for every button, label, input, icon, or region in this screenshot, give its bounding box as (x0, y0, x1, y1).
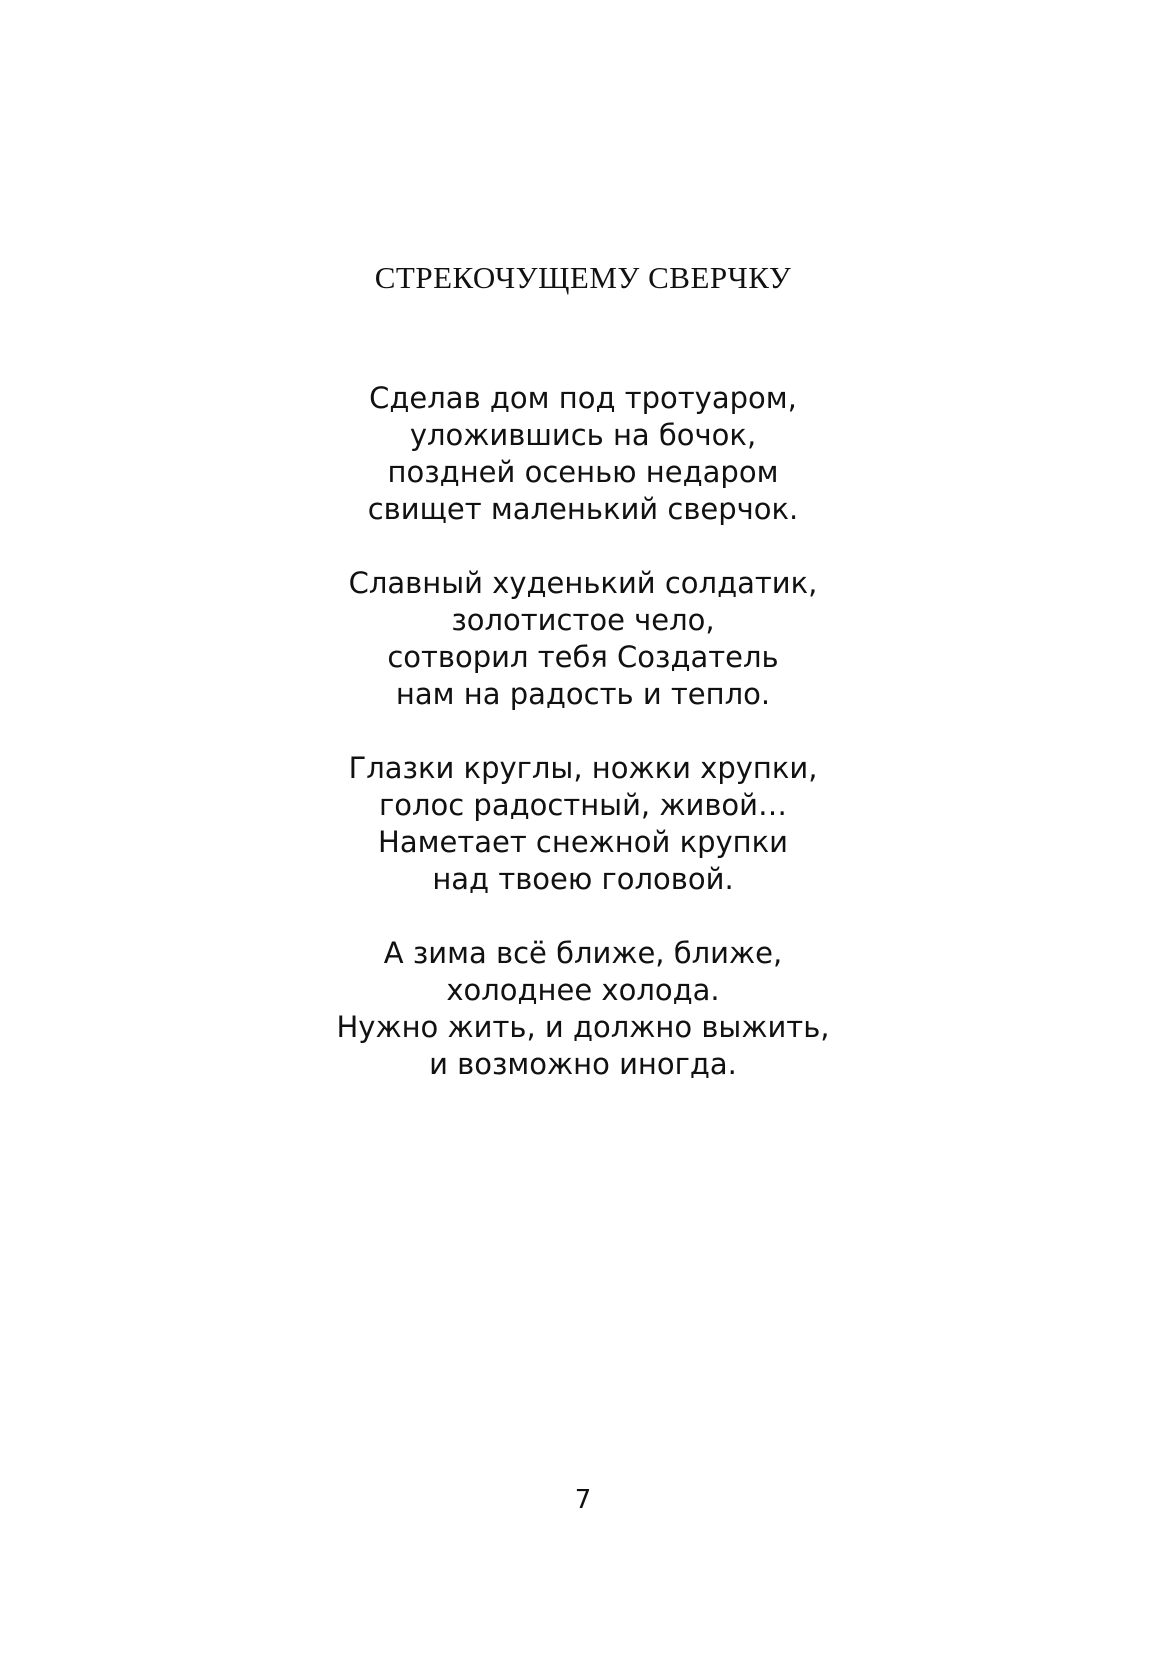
poem-line: уложившись на бочок, (409, 418, 757, 452)
poem-body (0, 380, 1166, 1120)
poem-line: свищет маленький сверчок. (367, 492, 799, 526)
poem-line: голос радостный, живой… (378, 788, 788, 822)
poem-line: поздней осенью недаром (387, 455, 779, 489)
stanza-2 (0, 565, 1166, 713)
poem-line: золотистое чело, (451, 603, 715, 637)
poem-line: нам на радость и тепло. (395, 677, 771, 711)
poem-line: холоднее холода. (446, 973, 720, 1007)
stanza-3 (0, 750, 1166, 898)
poem-line: Славный худенький солдатик, (348, 566, 818, 600)
poem-line: над твоею головой. (432, 862, 734, 896)
poem-line: сотворил тебя Создатель (387, 640, 779, 674)
poem-line: А зима всё ближе, ближе, (383, 936, 783, 970)
poem-line: Сделав дом под тротуаром, (369, 381, 797, 415)
poem-title: СТРЕКОЧУЩЕМУ СВЕРЧКУ (374, 260, 792, 295)
poem-line: Наметает снежной крупки (378, 825, 788, 859)
stanza-1 (0, 380, 1166, 528)
poem-line: Нужно жить, и должно выжить, (336, 1010, 830, 1044)
poem-line: и возможно иногда. (429, 1047, 737, 1081)
stanza-4 (0, 935, 1166, 1083)
page-number: 7 (574, 1485, 592, 1515)
poem-line: Глазки круглы, ножки хрупки, (348, 751, 818, 785)
